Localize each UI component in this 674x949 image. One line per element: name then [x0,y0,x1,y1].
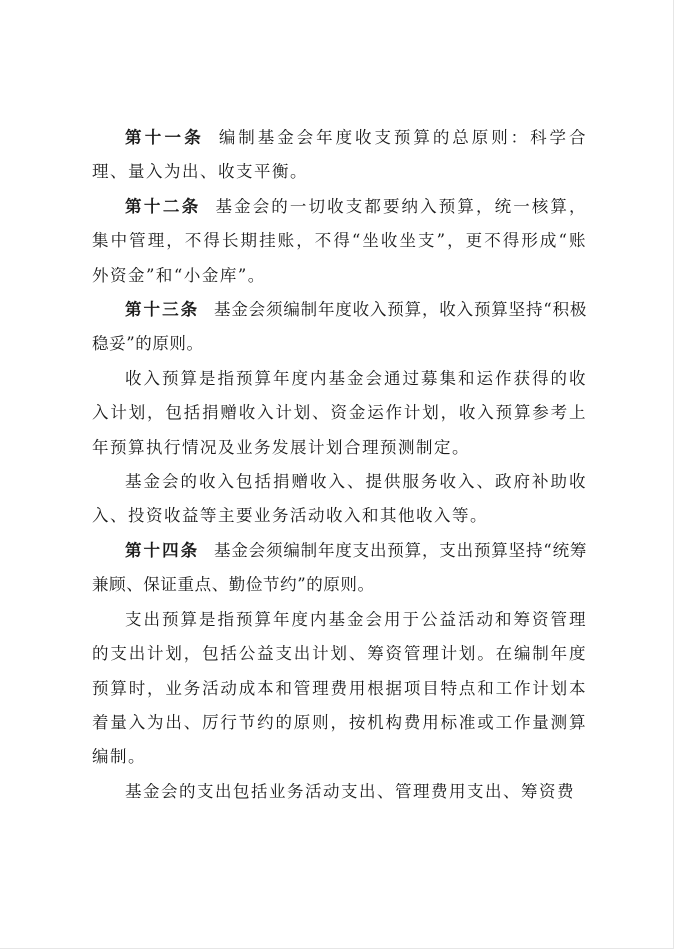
article-heading: 第十一条 [125,128,205,147]
paragraph-article-11 [92,121,587,190]
article-heading: 第十三条 [125,300,200,320]
paragraph-text: 收入预算是指预算年度内基金会通过募集和运作获得的收入计划，包括捐赠收入计划、资金运作计划，收入预算参考上年预算执行情况及业务发展计划合理预测制定。 [92,368,587,457]
paragraph-article-12 [92,190,587,293]
paragraph-article-14 [92,534,587,603]
paragraph-text: 支出预算是指预算年度内基金会用于公益活动和筹资管理的支出计划，包括公益支出计划、筹资管理计划。在编制年度预算时，业务活动成本和管理费用根据项目特点和工作计划本着量入为出、厉行节约的原则，按机构费用标准或工作量测算编制。 [92,609,587,767]
paragraph-article-13 [92,293,587,362]
paragraph-text: 编制基金会年度收支预算的总原则：科学合理、量入为出、收支平衡。 [92,128,588,182]
paragraph-income-budget [92,362,587,465]
paragraph-text: 基金会的支出包括业务活动支出、管理费用支出、筹资费 [125,781,575,801]
paragraph-text: 基金会须编制年度支出预算，支出预算坚持“统筹兼顾、保证重点、勤俭节约”的原则。 [92,540,588,595]
article-heading: 第十二条 [125,196,201,216]
paragraph-text: 基金会须编制年度收入预算，收入预算坚持“积极稳妥”的原则。 [92,300,588,354]
paragraph-text: 基金会的一切收支都要纳入预算，统一核算，集中管理，不得长期挂账，不得“坐收坐支”，更不得形成“账外资金”和“小金库”。 [92,196,588,285]
article-heading: 第十四条 [125,540,200,560]
paragraph-income-sources [92,465,587,534]
paragraph-expense-budget [92,603,587,775]
document-body [92,121,587,809]
paragraph-expense-items [92,775,587,809]
paragraph-text: 基金会的收入包括捐赠收入、提供服务收入、政府补助收入、投资收益等主要业务活动收入和其他收入等。 [92,472,587,526]
